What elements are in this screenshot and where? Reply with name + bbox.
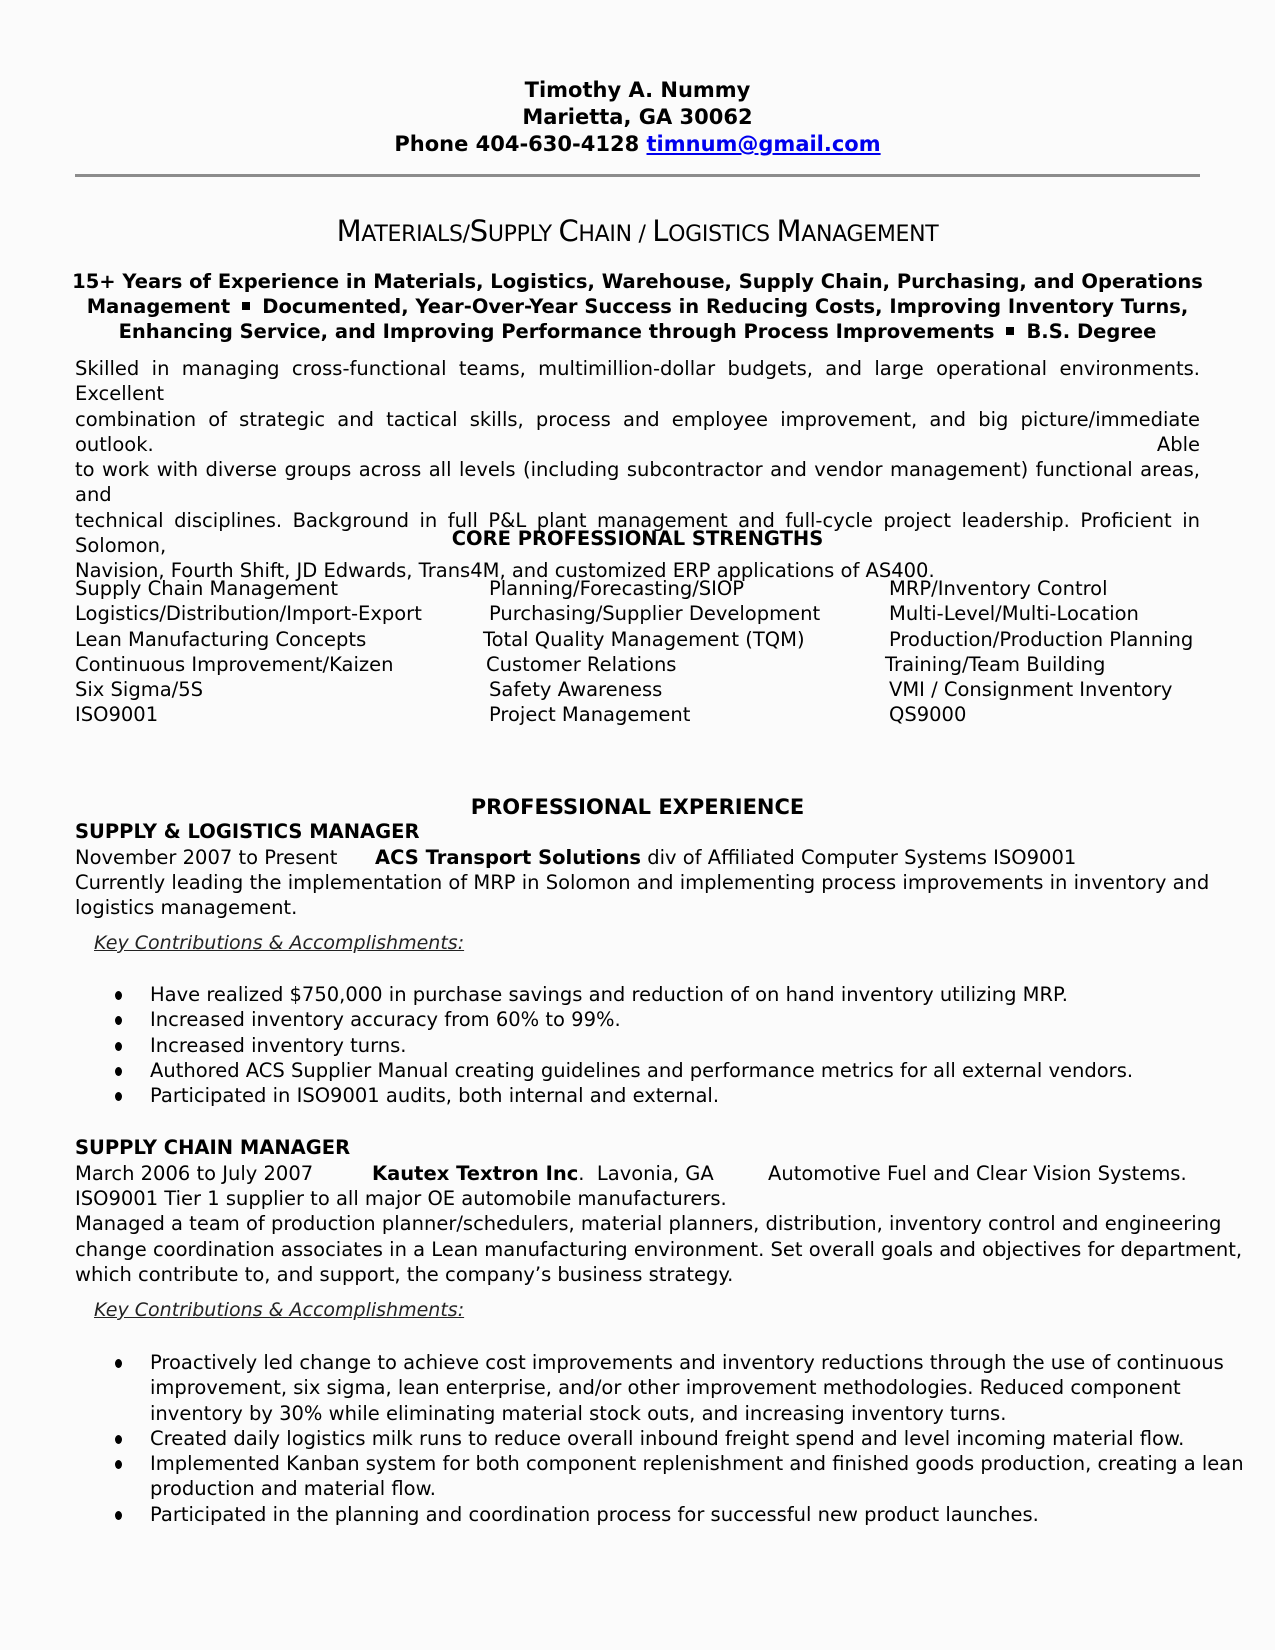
resume-title: MATERIALS/SUPPLY CHAIN / LOGISTICS MANAGEMENT: [336, 214, 939, 248]
strength-item: VMI / Consignment Inventory: [889, 678, 1173, 702]
highlights-line-1: 15+ Years of Experience in Materials, Logistics, Warehouse, Supply Chain, Purchasing, and Operations: [72, 270, 1203, 293]
square-bullet-icon: [1006, 327, 1014, 335]
bullet-icon: [115, 1511, 122, 1520]
strength-item: Customer Relations: [486, 652, 677, 676]
bullet-icon: [115, 1067, 122, 1076]
highlights-line-3: Enhancing Service, and Improving Performance through Process Improvements B.S. Degree: [118, 320, 1157, 343]
company-name: Kautex Textron Inc: [372, 1162, 579, 1185]
summary-paragraph: Skilled in managing cross-functional teams, multimillion-dollar budgets, and large operational environments. Excellent combination of strategic and tactical skills, process and employee improvement, and big picture/immediate outlook. Able to work with diverse groups across all levels (including subcontractor and vendor management) functional areas, and technical disciplines. Background in full P&L plant management and full-cycle project leadership. Proficient in Solomon, Navision, Fourth Shift, JD Edwards, Trans4M, and customized ERP applications of AS400.: [75, 357, 1200, 583]
strength-item: ISO9001: [75, 703, 159, 727]
job-employer: Kautex Textron Inc. Lavonia, GA: [372, 1162, 714, 1185]
strength-item: MRP/Inventory Control: [889, 577, 1108, 600]
list-item: Authored ACS Supplier Manual creating guidelines and performance metrics for all external vendors.: [115, 1058, 1133, 1083]
contributions-list: [115, 1350, 1244, 1527]
strength-item: Safety Awareness: [489, 678, 663, 702]
strength-item: Purchasing/Supplier Development: [489, 602, 821, 626]
square-bullet-icon: [242, 302, 250, 310]
experience-heading: PROFESSIONAL EXPERIENCE: [470, 795, 805, 819]
strength-item: Logistics/Distribution/Import-Export: [75, 602, 422, 626]
strength-item: Lean Manufacturing Concepts: [75, 627, 367, 651]
company-description: Automotive Fuel and Clear Vision Systems.: [768, 1162, 1187, 1185]
company-name: ACS Transport Solutions: [375, 846, 642, 869]
list-item: Participated in the planning and coordination process for successful new product launches.: [115, 1502, 1244, 1527]
strength-item: Production/Production Planning: [889, 627, 1194, 651]
list-item: Created daily logistics milk runs to reduce overall inbound freight spend and level incoming material flow.: [115, 1426, 1244, 1451]
strength-item: Six Sigma/5S: [75, 678, 204, 702]
job-description: Currently leading the implementation of MRP in Solomon and implementing process improvements in inventory and logistics management.: [75, 871, 1210, 920]
job-description: ISO9001 Tier 1 supplier to all major OE automobile manufacturers. Managed a team of production planner/schedulers, material planners, distribution, inventory control and engineering change coordination associates in a Lean manufacturing environment. Set overall goals and objectives for department, which contribute to, and support, the company’s business strategy.: [75, 1187, 1243, 1286]
bullet-icon: [115, 1359, 122, 1368]
contributions-list: [115, 982, 1133, 1108]
job-title: SUPPLY & LOGISTICS MANAGER: [75, 820, 420, 843]
strength-item: Multi-Level/Multi-Location: [889, 602, 1139, 626]
list-item: Increased inventory accuracy from 60% to 99%.: [115, 1007, 1133, 1032]
strengths-column-1: [75, 576, 422, 728]
strength-item: QS9000: [889, 703, 967, 727]
strength-item: Total Quality Management (TQM): [483, 627, 805, 651]
list-item: Implemented Kanban system for both component replenishment and finished goods production, creating a lean production and material flow.: [115, 1451, 1244, 1502]
candidate-location: Marietta, GA 30062: [522, 105, 753, 129]
strengths-column-3: [885, 576, 1193, 728]
job-dates: March 2006 to July 2007: [75, 1162, 314, 1185]
contributions-label: Key Contributions & Accomplishments:: [94, 1299, 465, 1321]
header-divider: [75, 174, 1200, 177]
job-employer: ACS Transport Solutions div of Affiliated Computer Systems ISO9001: [375, 846, 1077, 869]
strength-item: Training/Team Building: [885, 652, 1106, 676]
bullet-icon: [115, 991, 122, 1000]
list-item: Increased inventory turns.: [115, 1033, 1133, 1058]
list-item: Have realized $750,000 in purchase savings and reduction of on hand inventory utilizing MRP.: [115, 982, 1133, 1007]
bullet-icon: [115, 1042, 122, 1051]
strength-item: Supply Chain Management: [75, 577, 339, 600]
bullet-icon: [115, 1435, 122, 1444]
strength-item: Project Management: [489, 703, 691, 727]
highlights-line-2: Management Documented, Year-Over-Year Success in Reducing Costs, Improving Inventory Turns,: [86, 295, 1189, 318]
email-link[interactable]: timnum@gmail.com: [646, 132, 881, 156]
candidate-name: Timothy A. Nummy: [524, 78, 751, 102]
strength-item: Planning/Forecasting/SIOP: [489, 577, 745, 600]
job-title: SUPPLY CHAIN MANAGER: [75, 1136, 351, 1159]
contributions-label: Key Contributions & Accomplishments:: [94, 932, 465, 954]
job-dates: November 2007 to Present: [75, 846, 338, 869]
contact-line: [0, 131, 1275, 158]
phone-number: Phone 404-630-4128: [394, 132, 640, 156]
strengths-heading: CORE PROFESSIONAL STRENGTHS: [451, 527, 824, 550]
list-item: Participated in ISO9001 audits, both internal and external.: [115, 1083, 1133, 1108]
strength-item: Continuous Improvement/Kaizen: [75, 652, 394, 676]
list-item: Proactively led change to achieve cost improvements and inventory reductions through the use of continuous improvement, six sigma, lean enterprise, and/or other improvement methodologies. Reduced component inventory by 30% while eliminating material stock outs, and increasing inventory turns.: [115, 1350, 1244, 1426]
strengths-column-2: [483, 576, 820, 728]
